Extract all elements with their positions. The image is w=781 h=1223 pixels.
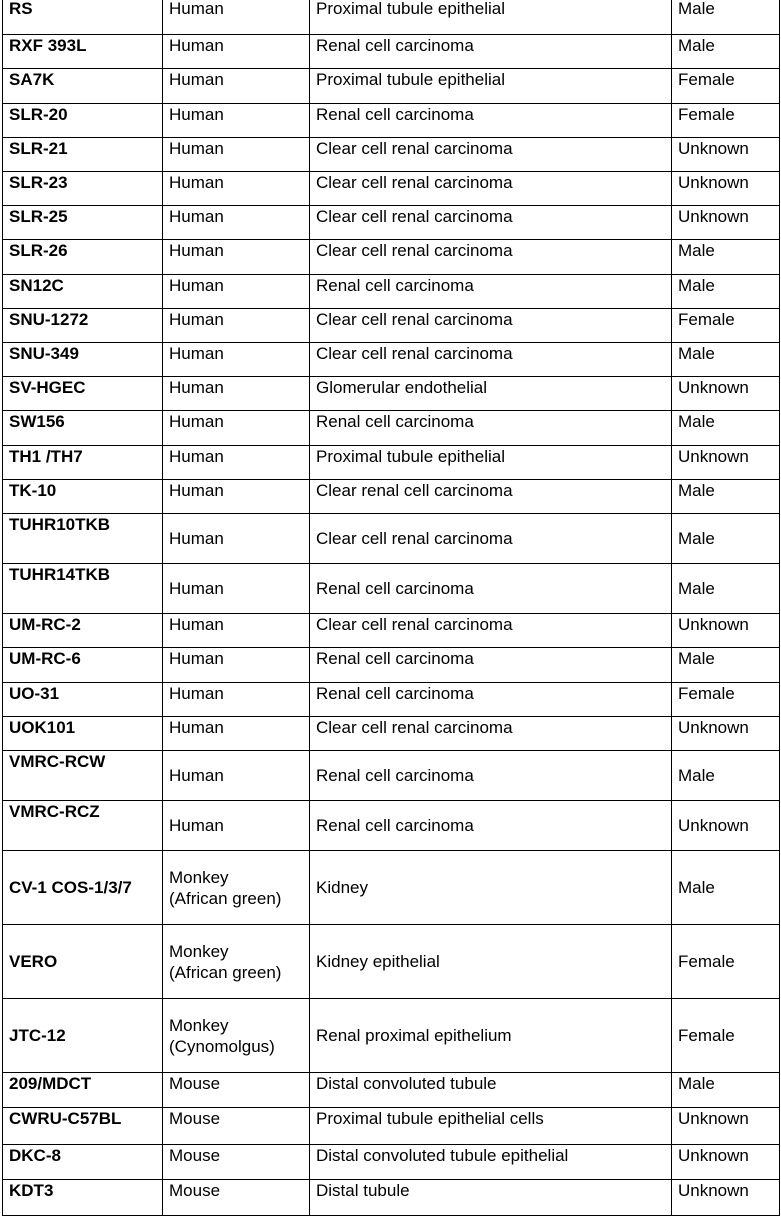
table-row	[3, 104, 780, 138]
table-row	[3, 564, 780, 614]
table-row	[3, 925, 780, 999]
tissue-cell: Proximal tubule epithelial	[310, 69, 672, 104]
tissue-cell: Clear cell renal carcinoma	[310, 138, 672, 172]
species-cell: Human	[163, 309, 310, 343]
sex-cell: Unknown	[672, 1108, 780, 1145]
tissue-cell: Clear cell renal carcinoma	[310, 614, 672, 648]
tissue-cell: Distal convoluted tubule	[310, 1073, 672, 1108]
table-row	[3, 751, 780, 801]
cell-line-cell: SW156	[3, 411, 163, 446]
cell-line-cell: UM-RC-6	[3, 648, 163, 683]
cell-line-cell: SV-HGEC	[3, 377, 163, 411]
species-cell: Human	[163, 614, 310, 648]
cell-line-cell: CV-1 COS-1/3/7	[3, 851, 163, 925]
species-cell: Human	[163, 683, 310, 717]
cell-line-cell: RS	[3, 0, 163, 35]
tissue-cell: Renal cell carcinoma	[310, 648, 672, 683]
tissue-cell: Renal cell carcinoma	[310, 683, 672, 717]
cell-line-cell: SN12C	[3, 275, 163, 309]
table-row	[3, 309, 780, 343]
tissue-cell: Clear renal cell carcinoma	[310, 480, 672, 514]
sex-cell: Unknown	[672, 1145, 780, 1180]
cell-line-cell: VERO	[3, 925, 163, 999]
species-cell: Human	[163, 480, 310, 514]
species-cell: Monkey (African green)	[163, 851, 310, 925]
sex-cell: Unknown	[672, 172, 780, 206]
table-row	[3, 240, 780, 275]
species-cell: Human	[163, 717, 310, 751]
table-row	[3, 717, 780, 751]
table-row	[3, 377, 780, 411]
cell-line-cell: SLR-21	[3, 138, 163, 172]
cell-line-cell: VMRC-RCZ	[3, 801, 163, 851]
species-cell: Human	[163, 35, 310, 69]
table-row	[3, 172, 780, 206]
species-cell: Human	[163, 411, 310, 446]
sex-cell: Unknown	[672, 614, 780, 648]
sex-cell: Male	[672, 240, 780, 275]
tissue-cell: Clear cell renal carcinoma	[310, 206, 672, 240]
table-row	[3, 683, 780, 717]
table-row	[3, 514, 780, 564]
tissue-cell: Kidney	[310, 851, 672, 925]
species-cell: Human	[163, 240, 310, 275]
cell-line-cell: TUHR14TKB	[3, 564, 163, 614]
cell-line-cell: UOK101	[3, 717, 163, 751]
sex-cell: Unknown	[672, 717, 780, 751]
sex-cell: Unknown	[672, 446, 780, 480]
table-row	[3, 1108, 780, 1145]
sex-cell: Male	[672, 35, 780, 69]
cell-line-cell: SNU-349	[3, 343, 163, 377]
tissue-cell: Proximal tubule epithelial cells	[310, 1108, 672, 1145]
species-cell: Human	[163, 514, 310, 564]
sex-cell: Male	[672, 751, 780, 801]
species-cell: Human	[163, 138, 310, 172]
cell-line-cell: SLR-20	[3, 104, 163, 138]
species-cell: Human	[163, 343, 310, 377]
table-row	[3, 275, 780, 309]
species-cell: Human	[163, 172, 310, 206]
cell-line-cell: UM-RC-2	[3, 614, 163, 648]
table-row	[3, 614, 780, 648]
species-cell: Human	[163, 275, 310, 309]
sex-cell: Female	[672, 309, 780, 343]
cell-line-cell: RXF 393L	[3, 35, 163, 69]
cell-line-cell: KDT3	[3, 1180, 163, 1216]
sex-cell: Male	[672, 648, 780, 683]
tissue-cell: Clear cell renal carcinoma	[310, 309, 672, 343]
sex-cell: Female	[672, 925, 780, 999]
cell-line-cell: SLR-26	[3, 240, 163, 275]
tissue-cell: Proximal tubule epithelial	[310, 0, 672, 35]
tissue-cell: Clear cell renal carcinoma	[310, 240, 672, 275]
tissue-cell: Glomerular endothelial	[310, 377, 672, 411]
cell-line-cell: JTC-12	[3, 999, 163, 1073]
sex-cell: Male	[672, 343, 780, 377]
tissue-cell: Clear cell renal carcinoma	[310, 514, 672, 564]
sex-cell: Female	[672, 999, 780, 1073]
sex-cell: Unknown	[672, 377, 780, 411]
species-cell: Human	[163, 104, 310, 138]
table-row	[3, 801, 780, 851]
tissue-cell: Renal cell carcinoma	[310, 751, 672, 801]
cell-line-cell: UO-31	[3, 683, 163, 717]
sex-cell: Female	[672, 69, 780, 104]
table-row	[3, 1145, 780, 1180]
tissue-cell: Renal cell carcinoma	[310, 275, 672, 309]
tissue-cell: Clear cell renal carcinoma	[310, 172, 672, 206]
sex-cell: Male	[672, 275, 780, 309]
table-body	[3, 0, 780, 1216]
table-row	[3, 411, 780, 446]
table-row	[3, 138, 780, 172]
sex-cell: Unknown	[672, 1180, 780, 1216]
tissue-cell: Clear cell renal carcinoma	[310, 343, 672, 377]
table-row	[3, 343, 780, 377]
species-cell: Human	[163, 69, 310, 104]
sex-cell: Unknown	[672, 206, 780, 240]
species-cell: Human	[163, 206, 310, 240]
tissue-cell: Renal cell carcinoma	[310, 411, 672, 446]
tissue-cell: Renal cell carcinoma	[310, 801, 672, 851]
sex-cell: Male	[672, 564, 780, 614]
table-row	[3, 206, 780, 240]
cell-line-cell: TUHR10TKB	[3, 514, 163, 564]
tissue-cell: Proximal tubule epithelial	[310, 446, 672, 480]
tissue-cell: Clear cell renal carcinoma	[310, 717, 672, 751]
sex-cell: Male	[672, 0, 780, 35]
sex-cell: Female	[672, 104, 780, 138]
species-cell: Human	[163, 446, 310, 480]
sex-cell: Male	[672, 411, 780, 446]
cell-line-cell: TH1 /TH7	[3, 446, 163, 480]
sex-cell: Male	[672, 480, 780, 514]
cell-line-cell: SLR-25	[3, 206, 163, 240]
species-cell: Mouse	[163, 1145, 310, 1180]
tissue-cell: Kidney epithelial	[310, 925, 672, 999]
tissue-cell: Renal proximal epithelium	[310, 999, 672, 1073]
sex-cell: Male	[672, 514, 780, 564]
cell-line-cell: SA7K	[3, 69, 163, 104]
tissue-cell: Renal cell carcinoma	[310, 104, 672, 138]
table-row	[3, 69, 780, 104]
species-cell: Monkey (African green)	[163, 925, 310, 999]
species-cell: Human	[163, 564, 310, 614]
species-cell: Human	[163, 648, 310, 683]
cell-line-cell: VMRC-RCW	[3, 751, 163, 801]
species-cell: Monkey (Cynomolgus)	[163, 999, 310, 1073]
table-row	[3, 446, 780, 480]
species-cell: Human	[163, 0, 310, 35]
species-cell: Mouse	[163, 1108, 310, 1145]
sex-cell: Unknown	[672, 138, 780, 172]
sex-cell: Male	[672, 851, 780, 925]
table-row	[3, 648, 780, 683]
species-cell: Human	[163, 751, 310, 801]
cell-line-cell: SLR-23	[3, 172, 163, 206]
sex-cell: Female	[672, 683, 780, 717]
species-cell: Human	[163, 377, 310, 411]
table-row	[3, 851, 780, 925]
table-row	[3, 1073, 780, 1108]
tissue-cell: Distal convoluted tubule epithelial	[310, 1145, 672, 1180]
cell-line-cell: CWRU-C57BL	[3, 1108, 163, 1145]
cell-line-cell: 209/MDCT	[3, 1073, 163, 1108]
table-row	[3, 480, 780, 514]
table-row	[3, 0, 780, 35]
sex-cell: Male	[672, 1073, 780, 1108]
sex-cell: Unknown	[672, 801, 780, 851]
tissue-cell: Renal cell carcinoma	[310, 35, 672, 69]
table-row	[3, 35, 780, 69]
species-cell: Mouse	[163, 1073, 310, 1108]
cell-line-cell: DKC-8	[3, 1145, 163, 1180]
cell-line-table	[2, 0, 780, 1216]
table-row	[3, 999, 780, 1073]
table-row	[3, 1180, 780, 1216]
cell-line-cell: TK-10	[3, 480, 163, 514]
cell-line-cell: SNU-1272	[3, 309, 163, 343]
tissue-cell: Renal cell carcinoma	[310, 564, 672, 614]
tissue-cell: Distal tubule	[310, 1180, 672, 1216]
species-cell: Human	[163, 801, 310, 851]
species-cell: Mouse	[163, 1180, 310, 1216]
